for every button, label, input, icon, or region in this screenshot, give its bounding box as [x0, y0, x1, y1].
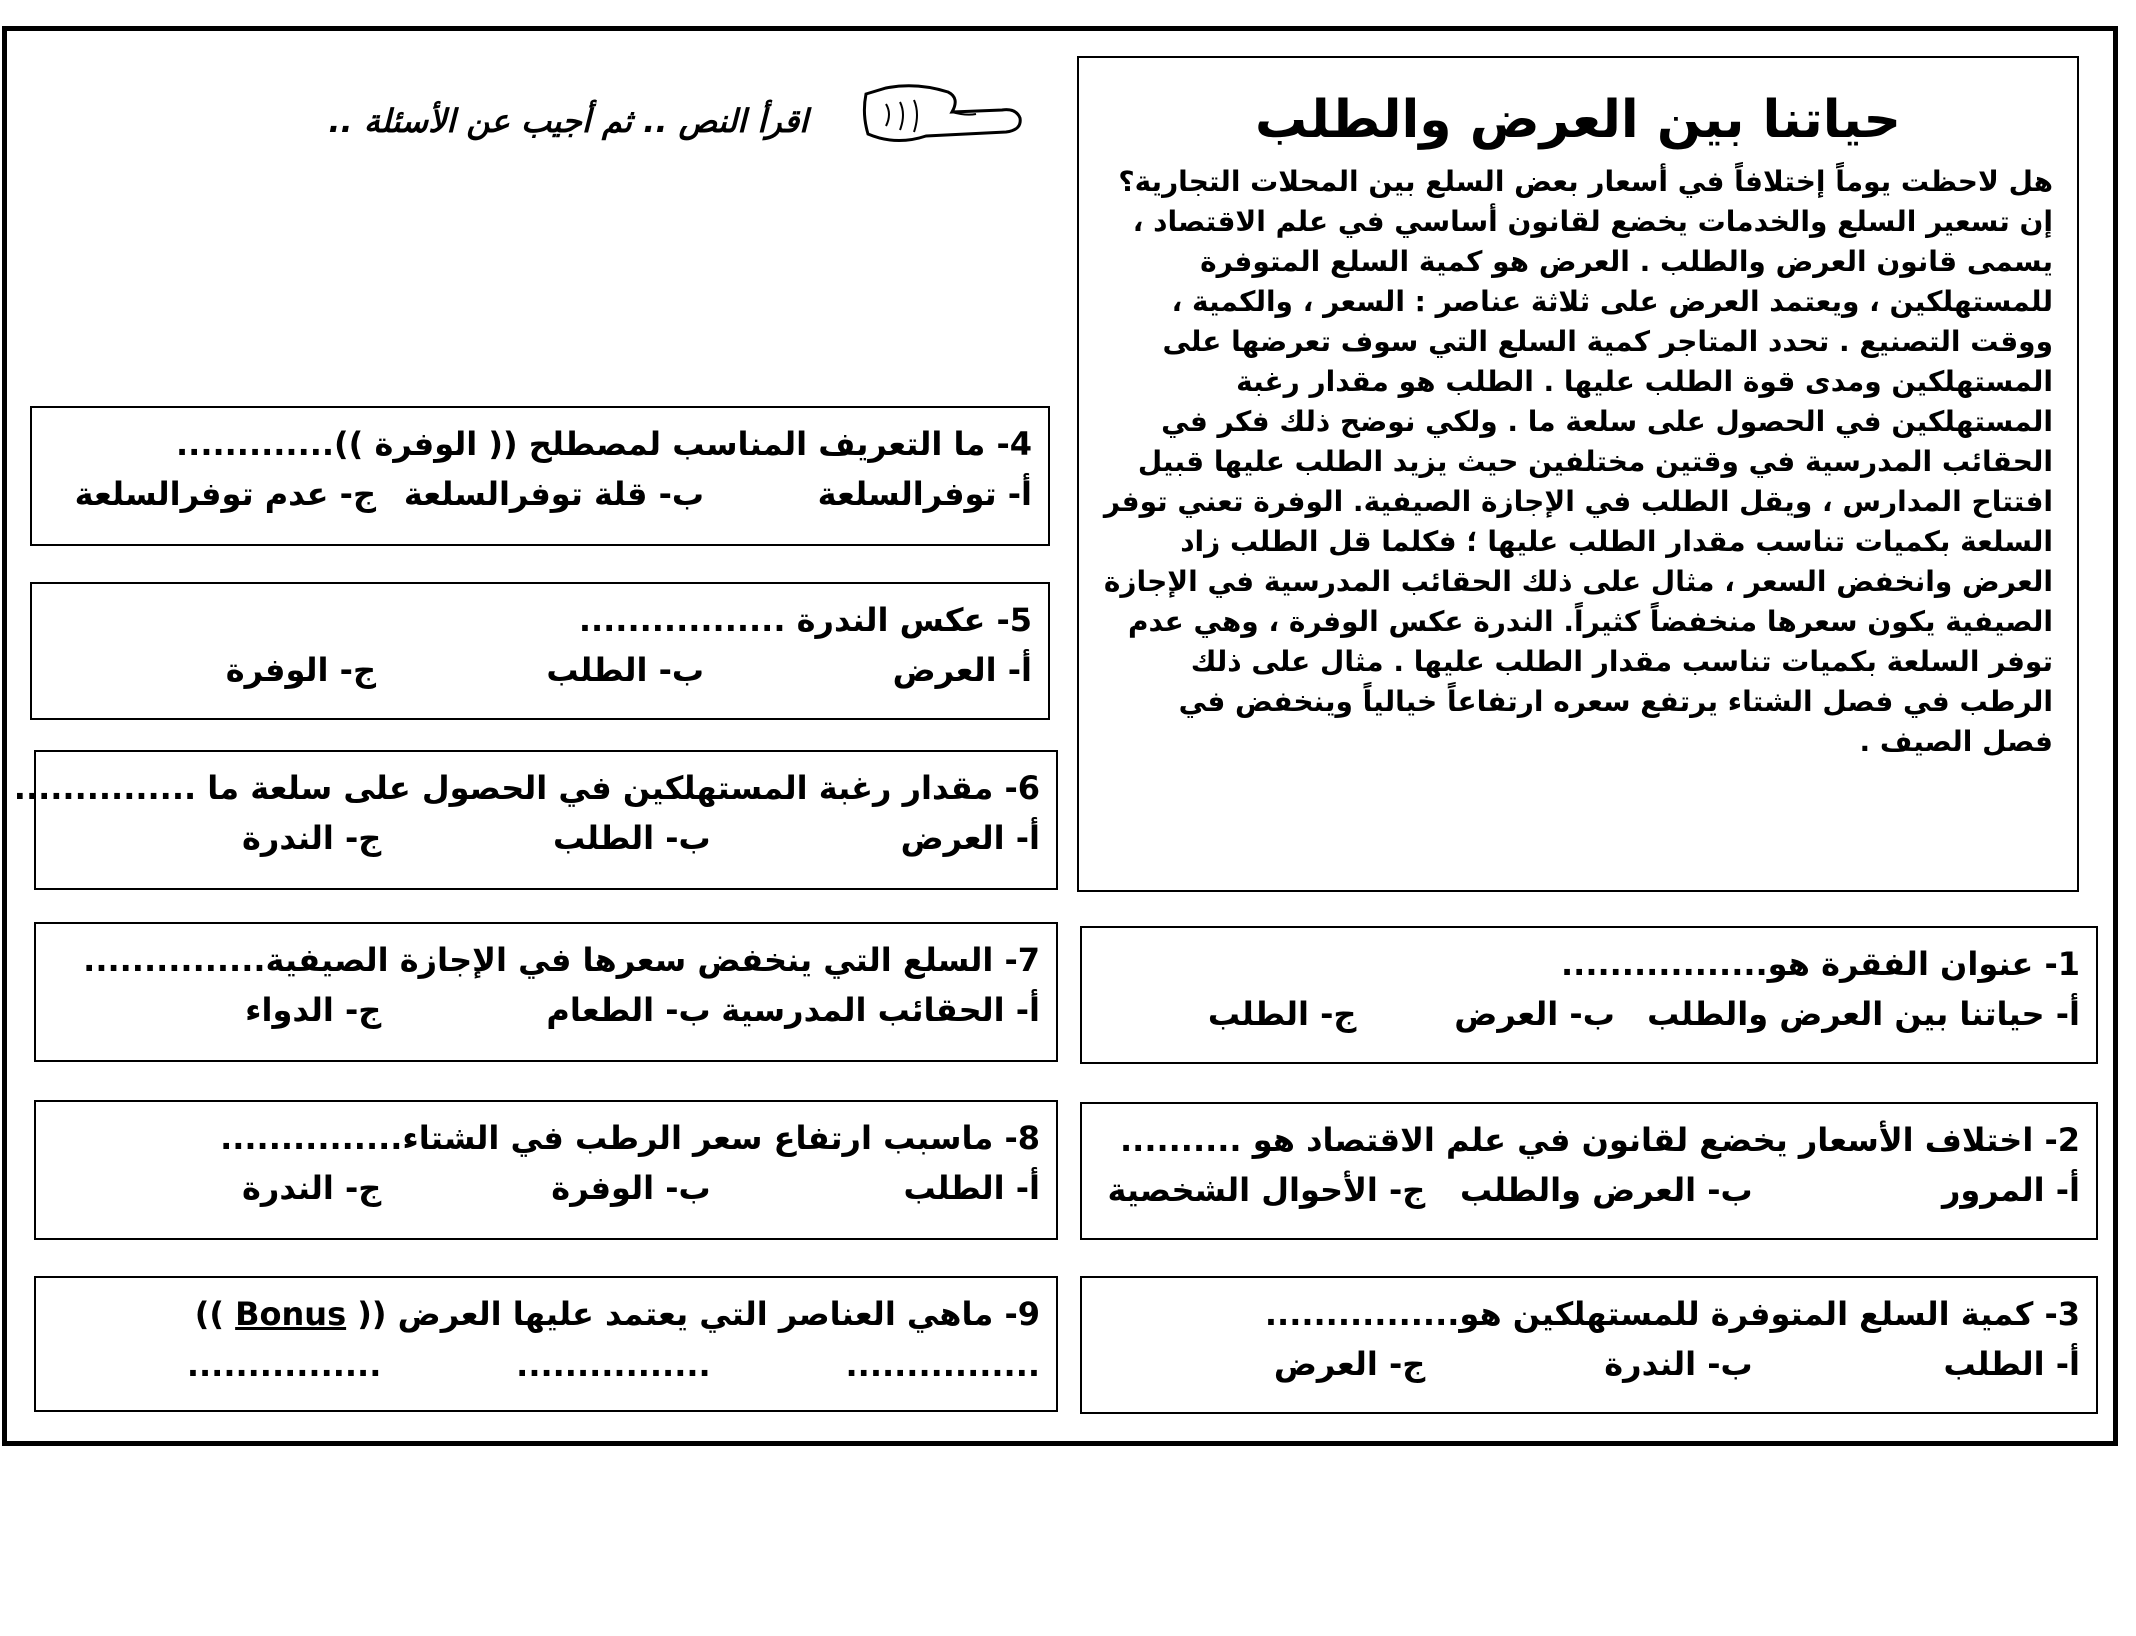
question-1-choice-b[interactable]: ب- العرض [1454, 995, 1615, 1033]
passage-text: هل لاحظت يوماً إختلافاً في أسعار بعض السلع بين المحلات التجارية؟ إن تسعير السلع والخدمات يخضع لقانون أساسي في علم الاقتصاد ، يسمى قانون العرض والطلب . العرض هو كمية السلع المتوفرة للمستهلكين ، ويعتمد العرض على ثلاثة عناصر : السعر ، والكمية ، ووقت التصنيع . تحدد المتاجر كمية السلع التي سوف تعرضها على المستهلكين ومدى قوة الطلب عليها . الطلب هو مقدار رغبة المستهلكين في الحصول على سلعة ما . ولكي نوضح ذلك فكر في الحقائب المدرسية في وقتين مختلفين حيث يزيد الطلب عليها قبيل افتتاح المدارس ، ويقل الطلب في الإجازة الصيفية. الوفرة تعني توفر السلعة بكميات تناسب مقدار الطلب عليها ؛ فكلما قل الطلب زاد العرض وانخفض السعر ، مثال على ذلك الحقائب المدرسية في الإجازة الصيفية يكون سعرها منخفضاً كثيراً. الندرة عكس الوفرة ، وهي عدم توفر السلعة بكميات تناسب مقدار الطلب عليها . مثال على ذلك الرطب في فصل الشتاء يرتفع سعره ارتفاعاً خيالياً وينخفض في فصل الصيف . [1103, 165, 2053, 758]
reading-passage [1077, 56, 2079, 892]
question-8-choice-c[interactable]: ج- الندرة [242, 1169, 382, 1207]
question-4 [30, 406, 1050, 546]
question-5-text: 5- عكس الندرة ................. [578, 601, 1032, 639]
question-4-choice-c[interactable]: ج- عدم توفرالسلعة [74, 475, 376, 513]
question-9-blank-1[interactable]: ................ [845, 1346, 1040, 1384]
question-7-text: 7- السلع التي ينخفض سعرها في الإجازة الصيفية............... [83, 941, 1040, 979]
question-7-choice-b[interactable]: ب- الطعام [546, 991, 711, 1029]
bonus-label: Bonus [235, 1295, 347, 1333]
question-7-choice-a[interactable]: أ- الحقائب المدرسية [721, 991, 1040, 1029]
question-3-text: 3- كمية السلع المتوفرة للمستهلكين هو................ [1264, 1295, 2080, 1333]
question-9 [34, 1276, 1058, 1412]
question-4-text: 4- ما التعريف المناسب لمصطلح (( الوفرة ))............. [176, 425, 1032, 463]
passage-title: حياتنا بين العرض والطلب [1255, 90, 1901, 150]
question-4-choice-a[interactable]: أ- توفرالسلعة [817, 475, 1032, 513]
question-2-choice-c[interactable]: ج- الأحوال الشخصية [1107, 1171, 1426, 1209]
question-8-choice-a[interactable]: أ- الطلب [903, 1169, 1040, 1207]
pointing-hand-icon [856, 74, 1026, 154]
question-6 [13, 750, 1058, 890]
question-3 [1080, 1276, 2098, 1414]
question-2-choice-a[interactable]: أ- المرور [1941, 1171, 2080, 1209]
question-1-choice-c[interactable]: ج- الطلب [1207, 995, 1357, 1033]
question-8-choice-b[interactable]: ب- الوفرة [551, 1169, 711, 1207]
question-5-choice-c[interactable]: ج- الوفرة [225, 651, 376, 689]
question-9-blank-2[interactable]: ................ [516, 1346, 711, 1384]
question-6-text: 6- مقدار رغبة المستهلكين في الحصول على سلعة ما ............... [13, 769, 1040, 807]
question-5-choice-b[interactable]: ب- الطلب [546, 651, 704, 689]
question-2-text: 2- اختلاف الأسعار يخضع لقانون في علم الاقتصاد هو .......... [1120, 1121, 2080, 1159]
question-5-choice-a[interactable]: أ- العرض [892, 651, 1032, 689]
question-1-choice-a[interactable]: أ- حياتنا بين العرض والطلب [1647, 995, 2080, 1033]
question-6-choice-b[interactable]: ب- الطلب [553, 819, 711, 857]
question-3-choice-b[interactable]: ب- الندرة [1604, 1345, 1753, 1383]
question-4-choice-b[interactable]: ب- قلة توفرالسلعة [403, 475, 704, 513]
question-3-choice-c[interactable]: ج- العرض [1273, 1345, 1426, 1383]
question-8 [34, 1100, 1058, 1240]
question-7-choice-c[interactable]: ج- الدواء [245, 991, 382, 1029]
question-1 [1080, 926, 2098, 1064]
question-9-text: 9- ماهي العناصر التي يعتمد عليها العرض (( Bonus )) [194, 1295, 1040, 1333]
question-7 [34, 922, 1058, 1062]
question-8-text: 8- ماسبب ارتفاع سعر الرطب في الشتاء............... [220, 1119, 1040, 1157]
question-9-blank-3[interactable]: ................ [186, 1346, 382, 1384]
question-2-choice-b[interactable]: ب- العرض والطلب [1459, 1171, 1753, 1209]
question-2 [1080, 1102, 2098, 1240]
instruction-text: اقرأ النص .. ثم أجيب عن الأسئلة .. [328, 102, 808, 140]
question-5 [30, 582, 1050, 720]
question-6-choice-c[interactable]: ج- الندرة [242, 819, 382, 857]
question-6-choice-a[interactable]: أ- العرض [900, 819, 1040, 857]
question-1-text: 1- عنوان الفقرة هو................. [1561, 945, 2080, 983]
question-3-choice-a[interactable]: أ- الطلب [1943, 1345, 2080, 1383]
